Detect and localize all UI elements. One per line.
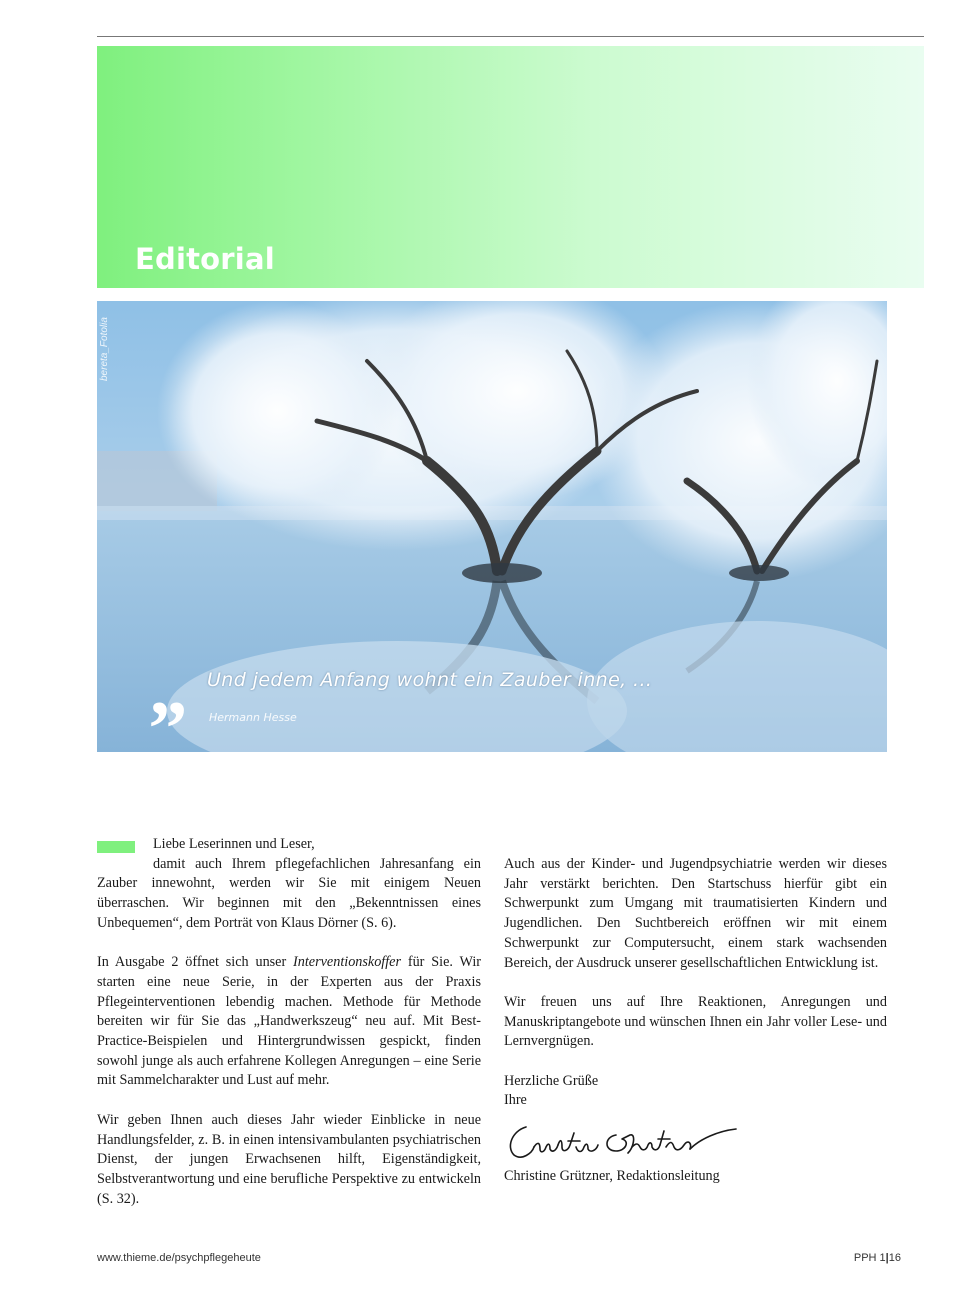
handwritten-signature: [504, 1117, 744, 1165]
letter-paragraph-3: Wir geben Ihnen auch dieses Jahr wieder Einblicke in neue Handlungsfelder, z. B. in einen intensivambulanten psychiatrischen Dienst, der jungen Erwachsenen hilft, Eigenständigkeit, Selbstverantwortung und eine berufliche Perspektive zu entwickeln (S. 32).: [97, 1111, 481, 1207]
letter-closing-1: Herzliche Grüße: [504, 1072, 599, 1089]
letter-paragraph-1-text: damit auch Ihrem pflegefachlichen Jahresanfang ein Zauber innewohnt, werden wir Sie mit einigem Neuen überraschen. Wir beginnen mit den „Bekenntnissen eines Unbequemen“, dem Porträt von Klaus Dörner (S. 6).: [97, 855, 481, 931]
letter-closing-2: Ihre: [504, 1092, 527, 1109]
footer-issue: 1: [879, 1252, 886, 1264]
footer-url: www.thieme.de/psychpflegeheute: [97, 1252, 261, 1264]
letter-paragraph-1: [97, 855, 481, 934]
footer-separator: |: [885, 1252, 889, 1264]
top-rule: [97, 36, 924, 37]
quote-mark-icon: „: [149, 644, 188, 731]
letter-paragraph-5: Wir freuen uns auf Ihre Reaktionen, Anregungen und Manuskriptangebote und wünschen Ihnen ein Jahr voller Lese- und Lernvergnügen.: [504, 993, 887, 1050]
footer-page-info: [854, 1252, 901, 1264]
section-title: Editorial: [135, 242, 275, 276]
letter-salutation: Liebe Leserinnen und Leser,: [153, 836, 315, 852]
letter-paragraph-4: Auch aus der Kinder- und Jugendpsychiatrie werden wir dieses Jahr verstärkt berichten. Den Startschuss hierfür gibt ein Schwerpunkt zum Umgang mit traumatisierten Kindern und Jugendlichen. Den Suchtbereich eröffnen wir mit einem Schwerpunkt zur Computersucht, einem stark wachsenden Bereich, der Ausdruck unserer gesellschaftlichen Entwicklung ist.: [504, 856, 887, 971]
quote-author: Hermann Hesse: [209, 711, 297, 724]
header-band: [97, 46, 924, 288]
letter-signer: Christine Grützner, Redaktionsleitung: [504, 1168, 720, 1185]
photo-quote: Und jedem Anfang wohnt ein Zauber inne, ...: [207, 669, 653, 691]
interventionskoffer-term: Interventionskoffer: [293, 954, 401, 971]
letter-paragraph-2-start: In Ausgabe 2 öffnet sich unser: [97, 954, 294, 971]
footer-journal: PPH: [853, 1252, 877, 1264]
photo-credit: bereta_Fotolia: [99, 317, 110, 381]
letter-paragraph-2: [97, 953, 481, 1091]
letter-paragraph-2-end: für Sie. Wir starten eine neue Serie, in der Experten aus der Praxis Pflegeinterventionen lebendig machen. Methode für Methode bereiten wir für Sie das „Handwerkszeug“ neu auf. Mit Best-Practice-Beispielen und Hintergrundwissen gespickt, finden sowohl junge als auch erfahrene Kollegen Anregungen – eine Serie mit Sammelcharakter und Lust auf mehr.: [97, 954, 481, 1089]
footer-page-number: 16: [888, 1252, 901, 1264]
letter-column-right: [504, 855, 887, 1187]
letter-column-left: [97, 835, 481, 1229]
header-photo: [97, 301, 887, 752]
